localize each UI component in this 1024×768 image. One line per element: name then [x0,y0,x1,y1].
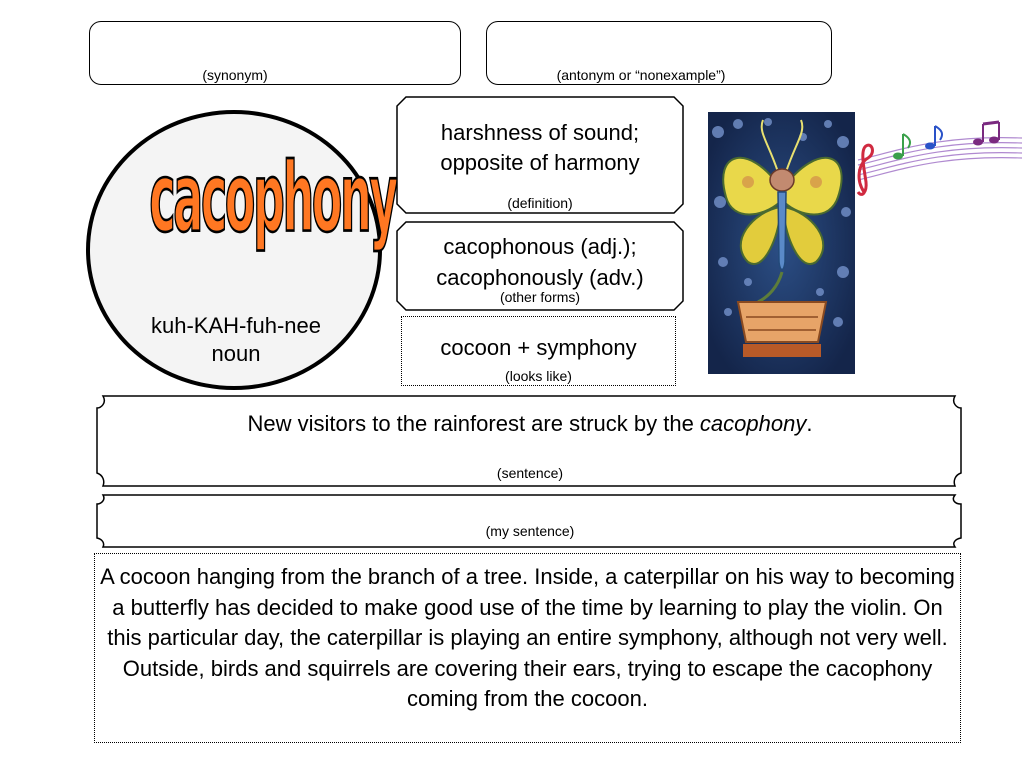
sentence-emphasis: cacophony [699,411,807,436]
definition-text [396,118,684,178]
synonym-caption: (synonym) [202,67,268,83]
looks-like-text: cocoon + symphony [440,335,637,360]
other-forms-box [396,221,684,311]
antonym-box [486,21,832,85]
butterfly-image [708,112,855,374]
looks-like-box [401,316,676,386]
definition-line-2: opposite of harmony [440,150,640,175]
looks-like-caption: (looks like) [505,368,572,384]
sentence-box [89,395,971,487]
synonym-box [89,21,461,85]
definition-box [396,96,684,214]
my-sentence-frame [89,494,971,548]
word-title: cacophony [149,142,396,253]
sentence-suffix: . [806,411,813,436]
pronunciation-block [96,312,376,368]
other-forms-text [396,231,684,293]
sentence-caption: (sentence) [496,465,564,481]
my-sentence-box [89,494,971,548]
other-forms-caption: (other forms) [499,289,581,305]
definition-caption: (definition) [507,195,573,211]
definition-line-1: harshness of sound; [440,120,640,145]
music-notes-image [850,120,1024,204]
pronunciation: kuh-KAH-fuh-nee [151,313,321,338]
antonym-caption: (antonym or “nonexample”) [556,67,726,83]
other-forms-line-1: cacophonous (adj.); [443,234,637,259]
story-text: A cocoon hanging from the branch of a tree. Inside, a caterpillar on his way to becoming a butterfly has decided to make good use of the time by learning to play the violin. On this particular day, the caterpillar is playing an entire symphony, although not very well. Outside, birds and squirrels are covering their ears, trying to escape the cacophony coming from the cocoon. [100,564,955,711]
my-sentence-caption: (my sentence) [485,523,575,539]
sentence-text [89,411,971,437]
sentence-prefix: New visitors to the rainforest are struck by the [247,411,700,436]
other-forms-line-2: cacophonously (adv.) [436,265,644,290]
part-of-speech: noun [211,341,261,366]
story-box [94,553,961,743]
